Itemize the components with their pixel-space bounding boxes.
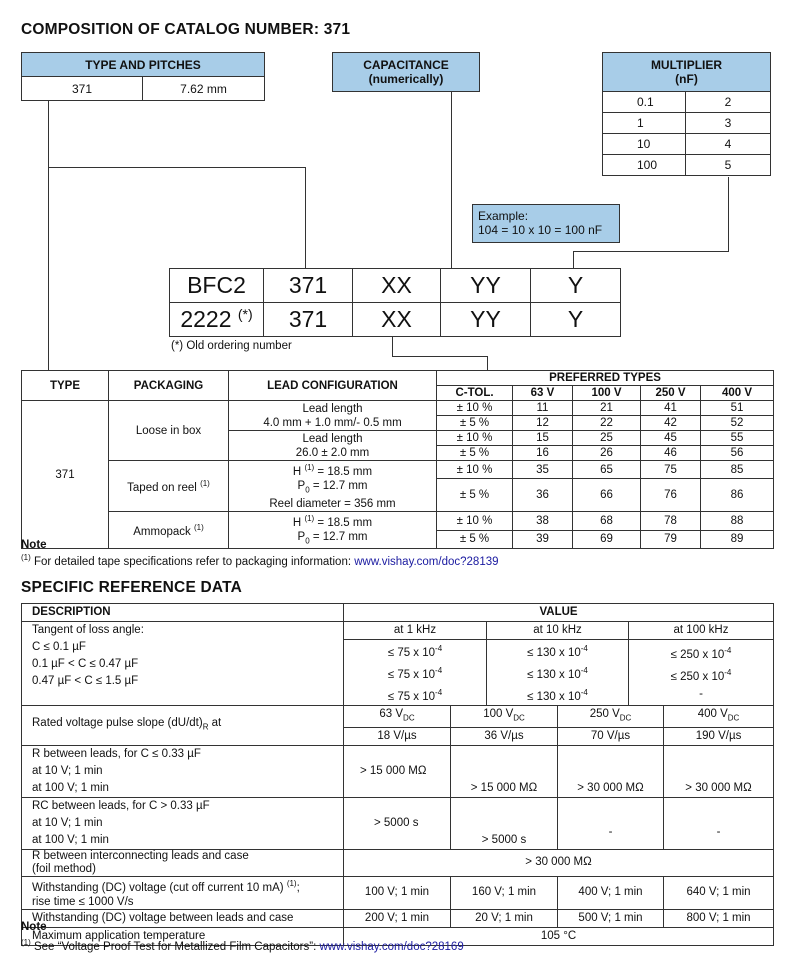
withstand-desc: [22, 876, 344, 909]
withstand-case-value: 200 V; 1 min: [344, 909, 451, 927]
desc-line: 0.47 µF < C ≤ 1.5 µF: [32, 675, 139, 687]
exponent: -4: [724, 668, 732, 678]
multiplier-row: [602, 134, 771, 155]
type-code: 65: [573, 461, 641, 479]
pitch-value: 7.62 mm: [143, 77, 265, 101]
code-prefix-old-text: 2222: [180, 306, 232, 332]
header-63v: 63 V: [513, 386, 573, 401]
dc-sub: DC: [727, 713, 740, 723]
code-capacitance: XX: [353, 269, 441, 303]
lead-line: [229, 530, 436, 548]
withstand-value: 160 V; 1 min: [451, 876, 558, 909]
rc-leads-value: -: [558, 797, 664, 849]
type-pitches-box: [21, 52, 265, 101]
rc-leads-desc: [22, 797, 344, 849]
type-value: 371: [21, 77, 143, 101]
footnote-mark: (1): [21, 553, 31, 562]
ctol-cell: ± 5 %: [437, 446, 513, 461]
multiplier-row: [602, 113, 771, 134]
tan-text: ≤ 130 x 10: [527, 690, 581, 703]
composition-title: COMPOSITION OF CATALOG NUMBER: 371: [21, 21, 351, 38]
connector-line: [305, 167, 306, 268]
connector-line: [487, 356, 488, 370]
specific-reference-table: [21, 603, 774, 946]
header-preferred: PREFERRED TYPES: [437, 371, 774, 386]
note-title: Note: [21, 539, 47, 551]
multiplier-value: 100: [602, 155, 686, 176]
packaging-reel: [109, 461, 229, 512]
type-code: 66: [573, 479, 641, 512]
max-temp-desc: Maximum application temperature: [22, 927, 344, 945]
code-tolerance-voltage: YY: [441, 269, 531, 303]
lead-line: [229, 512, 436, 530]
lead-config-a: [229, 401, 437, 431]
packaging-label: Taped on reel: [127, 481, 197, 494]
connector-line: [48, 101, 49, 370]
type-code: 22: [573, 416, 641, 431]
type-code: 89: [701, 530, 774, 549]
code-row-new: [170, 269, 621, 303]
type-code: 15: [513, 431, 573, 446]
desc-sub: R: [202, 722, 209, 732]
packaging-loose: Loose in box: [109, 401, 229, 461]
header-packaging: PACKAGING: [109, 371, 229, 401]
r-leads-desc: [22, 745, 344, 797]
table-row: [22, 622, 774, 640]
voltage: 250 V: [589, 708, 620, 721]
max-temp-value: 105 °C: [344, 927, 774, 945]
capacitance-sublabel: (numerically): [368, 72, 444, 86]
type-code: 68: [573, 512, 641, 531]
r-leads-value: > 15 000 MΩ: [451, 745, 558, 797]
type-code: 79: [641, 530, 701, 549]
type-code: 35: [513, 461, 573, 479]
footnote-mark: (1): [304, 514, 315, 524]
pulse-voltage: [558, 706, 664, 727]
lead-config-c: [229, 461, 437, 512]
type-code: 25: [573, 431, 641, 446]
tan-10khz-values: [487, 640, 629, 706]
tan-value: [487, 640, 628, 662]
header-lead: LEAD CONFIGURATION: [229, 371, 437, 401]
desc-line: (foil method): [32, 862, 96, 875]
header-400v: 400 V: [701, 386, 774, 401]
multiplier-digit: 3: [686, 113, 771, 134]
type-code: 75: [641, 461, 701, 479]
note-text: [21, 938, 464, 953]
type-code: 86: [701, 479, 774, 512]
dc-sub: DC: [513, 713, 525, 723]
connector-line: [451, 92, 452, 268]
specific-title: SPECIFIC REFERENCE DATA: [21, 579, 243, 596]
pulse-slope: 36 V/µs: [451, 727, 558, 745]
exponent: -4: [435, 644, 443, 653]
tan-100khz-values: [629, 640, 774, 706]
code-capacitance: XX: [353, 303, 441, 337]
header-ctol: C-TOL.: [437, 386, 513, 401]
connector-line: [728, 177, 729, 251]
withstand-value: 640 V; 1 min: [664, 876, 774, 909]
tan-1khz-values: [344, 640, 487, 706]
type-code: 16: [513, 446, 573, 461]
footnote-mark: (1): [304, 463, 315, 472]
footnote-mark: (1): [286, 878, 297, 888]
r-case-value: > 30 000 MΩ: [344, 849, 774, 876]
r-leads-value: > 30 000 MΩ: [558, 745, 664, 797]
table-row: [22, 876, 774, 909]
lead-h-value: = 18.5 mm: [314, 465, 373, 478]
dc-sub: DC: [403, 713, 415, 723]
ctol-cell: ± 10 %: [437, 431, 513, 446]
type-code: 39: [513, 530, 573, 549]
type-code: 42: [641, 416, 701, 431]
dc-sub: DC: [619, 713, 632, 723]
code-multiplier: Y: [531, 303, 621, 337]
type-code: 45: [641, 431, 701, 446]
header-type: TYPE: [22, 371, 109, 401]
withstand-case-value: 500 V; 1 min: [558, 909, 664, 927]
type-code: 36: [513, 479, 573, 512]
type-code: 55: [701, 431, 774, 446]
example-text: 104 = 10 x 10 = 100 nF: [478, 223, 603, 237]
pulse-slope: 190 V/µs: [664, 727, 774, 745]
multiplier-digit: 5: [686, 155, 771, 176]
multiplier-unit: (nF): [675, 72, 698, 86]
tan-desc: [22, 622, 344, 706]
type-code: 78: [641, 512, 701, 531]
note-title: Note: [21, 921, 47, 933]
pulse-voltage: [664, 706, 774, 727]
lead-line: [229, 479, 436, 497]
connector-line: [392, 356, 488, 357]
desc-line: at 10 V; 1 min: [32, 816, 103, 829]
desc-line: at 100 V; 1 min: [32, 781, 109, 794]
desc-line: C ≤ 0.1 µF: [32, 641, 86, 653]
tan-value: [344, 684, 486, 706]
pulse-slope: 70 V/µs: [558, 727, 664, 745]
type-cell: 371: [22, 401, 109, 549]
ctol-cell: ± 5 %: [437, 479, 513, 512]
multiplier-value: 0.1: [602, 92, 686, 113]
packaging-info-link[interactable]: www.vishay.com/doc?28139: [354, 555, 499, 568]
multiplier-label: MULTIPLIER: [650, 58, 723, 72]
capacitance-label: CAPACITANCE: [363, 58, 449, 72]
ctol-cell: ± 10 %: [437, 512, 513, 531]
desc-line: RC between leads, for C > 0.33 µF: [32, 799, 210, 812]
lead-line: 26.0 ± 2.0 mm: [295, 446, 370, 459]
desc-text: at: [208, 717, 222, 730]
type-code: 41: [641, 401, 701, 416]
r-leads-value: > 30 000 MΩ: [664, 745, 774, 797]
withstand-case-value: 800 V; 1 min: [664, 909, 774, 927]
example-box: [472, 204, 620, 243]
connector-line: [573, 251, 574, 268]
type-code: 85: [701, 461, 774, 479]
pulse-voltage: [451, 706, 558, 727]
type-pitches-header: TYPE AND PITCHES: [21, 52, 265, 77]
lead-p: P: [297, 530, 306, 543]
multiplier-value: 1: [602, 113, 686, 134]
type-code: 12: [513, 416, 573, 431]
table-row: [22, 745, 774, 797]
desc-line: at 100 V; 1 min: [32, 833, 109, 846]
voltage-proof-link[interactable]: www.vishay.com/doc?28169: [319, 940, 464, 953]
ctol-cell: ± 10 %: [437, 401, 513, 416]
footnote-mark: (1): [21, 938, 31, 947]
exponent: -4: [435, 665, 443, 675]
exponent: -4: [580, 687, 588, 697]
code-multiplier: Y: [531, 269, 621, 303]
code-row-old: [170, 303, 621, 337]
code-type: 371: [264, 269, 353, 303]
note-body: See “Voltage Proof Test for Metallized Film Capacitors”:: [30, 940, 320, 953]
desc-line: [32, 877, 343, 895]
lead-line: Reel diameter = 356 mm: [269, 498, 396, 511]
lead-line: 4.0 mm + 1.0 mm/- 0.5 mm: [263, 416, 402, 429]
packaging-label: Ammopack: [133, 526, 191, 539]
rc-leads-value: > 5000 s: [451, 797, 558, 849]
type-code: 52: [701, 416, 774, 431]
tan-text: ≤ 130 x 10: [527, 646, 581, 659]
multiplier-header: [602, 52, 771, 92]
desc-line: 0.1 µF < C ≤ 0.47 µF: [32, 658, 139, 670]
tan-text: ≤ 75 x 10: [387, 646, 436, 659]
lead-p-sub: 0: [305, 536, 310, 546]
r-case-desc: [22, 849, 344, 876]
type-code: 11: [513, 401, 573, 416]
desc-line: Tangent of loss angle:: [32, 624, 144, 636]
catalog-code-table: [169, 268, 621, 337]
lead-config-d: [229, 512, 437, 549]
ctol-cell: ± 5 %: [437, 530, 513, 549]
lead-p-value: = 12.7 mm: [309, 530, 368, 543]
tan-value: [344, 640, 486, 662]
tan-text: ≤ 250 x 10: [670, 671, 725, 684]
pulse-voltage: [344, 706, 451, 727]
desc-text: Rated voltage pulse slope (dU/dt): [32, 717, 203, 730]
lead-line: Lead length: [302, 432, 363, 445]
packaging-ammopack: [109, 512, 229, 549]
pulse-slope: 18 V/µs: [344, 727, 451, 745]
table-row: [22, 401, 774, 416]
exponent: -4: [580, 665, 588, 675]
code-prefix-old: [170, 303, 264, 337]
footnote-mark: (1): [193, 523, 204, 533]
type-code: 26: [573, 446, 641, 461]
header-250v: 250 V: [641, 386, 701, 401]
header-100v: 100 V: [573, 386, 641, 401]
exponent: -4: [580, 644, 588, 653]
desc-line: rise time ≤ 1000 V/s: [32, 895, 134, 908]
voltage: 63 V: [379, 708, 404, 721]
old-ordering-note: (*) Old ordering number: [171, 340, 292, 352]
old-mark: (*): [237, 306, 253, 322]
r-leads-value: > 15 000 MΩ: [344, 745, 451, 797]
multiplier-box: [602, 52, 771, 176]
tan-value: [487, 684, 628, 706]
exponent: -4: [435, 687, 443, 697]
footnote-mark: (1): [200, 479, 210, 489]
type-code: 88: [701, 512, 774, 531]
tan-value: -: [699, 688, 703, 701]
freq-100khz: at 100 kHz: [629, 622, 774, 640]
multiplier-digit: 2: [686, 92, 771, 113]
type-code: 46: [641, 446, 701, 461]
tan-value: [487, 662, 628, 684]
multiplier-value: 10: [602, 134, 686, 155]
desc-header: DESCRIPTION: [22, 604, 344, 622]
lead-p-sub: 0: [305, 485, 310, 495]
type-code: 69: [573, 530, 641, 549]
lead-h: H: [292, 516, 302, 529]
connector-line: [573, 251, 729, 252]
desc-text: Withstanding (DC) voltage (cut off current 10 mA): [32, 881, 287, 894]
table-row: [22, 797, 774, 849]
preferred-types-table: [21, 370, 774, 549]
freq-10khz: at 10 kHz: [487, 622, 629, 640]
code-type: 371: [264, 303, 353, 337]
table-row: [22, 706, 774, 727]
exponent: -4: [724, 646, 732, 656]
table-row: [22, 849, 774, 876]
note-body: For detailed tape specifications refer to packaging information:: [30, 555, 355, 568]
connector-line: [392, 336, 393, 357]
type-code: 38: [513, 512, 573, 531]
desc-text: ;: [296, 881, 300, 894]
tan-text: ≤ 130 x 10: [527, 668, 581, 681]
multiplier-row: [602, 155, 771, 176]
voltage: 100 V: [483, 708, 514, 721]
example-label: Example:: [478, 209, 529, 223]
code-tolerance-voltage: YY: [441, 303, 531, 337]
code-prefix: BFC2: [170, 269, 264, 303]
desc-line: R between leads, for C ≤ 0.33 µF: [32, 747, 201, 760]
tan-text: ≤ 250 x 10: [670, 649, 725, 662]
pulse-desc: [22, 706, 344, 745]
lead-line: Lead length: [302, 402, 363, 415]
withstand-value: 400 V; 1 min: [558, 876, 664, 909]
tan-value: [629, 664, 773, 686]
tan-value: [344, 662, 486, 684]
rc-leads-value: -: [664, 797, 774, 849]
ctol-cell: ± 10 %: [437, 461, 513, 479]
lead-h: H: [292, 465, 302, 478]
multiplier-row: [602, 92, 771, 113]
type-code: 56: [701, 446, 774, 461]
withstand-case-value: 20 V; 1 min: [451, 909, 558, 927]
table-row: [22, 461, 774, 479]
freq-1khz: at 1 kHz: [344, 622, 487, 640]
lead-p: P: [297, 479, 306, 492]
note-text: [21, 553, 499, 568]
tan-text: ≤ 75 x 10: [387, 690, 436, 703]
type-code: 51: [701, 401, 774, 416]
ctol-cell: ± 5 %: [437, 416, 513, 431]
lead-line: [229, 461, 436, 479]
rc-leads-value: > 5000 s: [344, 797, 451, 849]
lead-h-value: = 18.5 mm: [314, 516, 373, 529]
tan-value: [629, 642, 773, 664]
table-row: [22, 909, 774, 927]
type-code: 21: [573, 401, 641, 416]
desc-line: R between interconnecting leads and case: [32, 849, 249, 862]
value-header: VALUE: [344, 604, 774, 622]
withstand-case-desc: Withstanding (DC) voltage between leads and case: [22, 909, 344, 927]
desc-line: at 10 V; 1 min: [32, 764, 103, 777]
table-row: [22, 512, 774, 531]
multiplier-digit: 4: [686, 134, 771, 155]
tan-text: ≤ 75 x 10: [387, 668, 436, 681]
type-code: 76: [641, 479, 701, 512]
withstand-value: 100 V; 1 min: [344, 876, 451, 909]
voltage: 400 V: [697, 708, 728, 721]
lead-p-value: = 12.7 mm: [309, 479, 368, 492]
capacitance-box: [332, 52, 480, 92]
connector-line: [48, 167, 306, 168]
lead-config-b: [229, 431, 437, 461]
